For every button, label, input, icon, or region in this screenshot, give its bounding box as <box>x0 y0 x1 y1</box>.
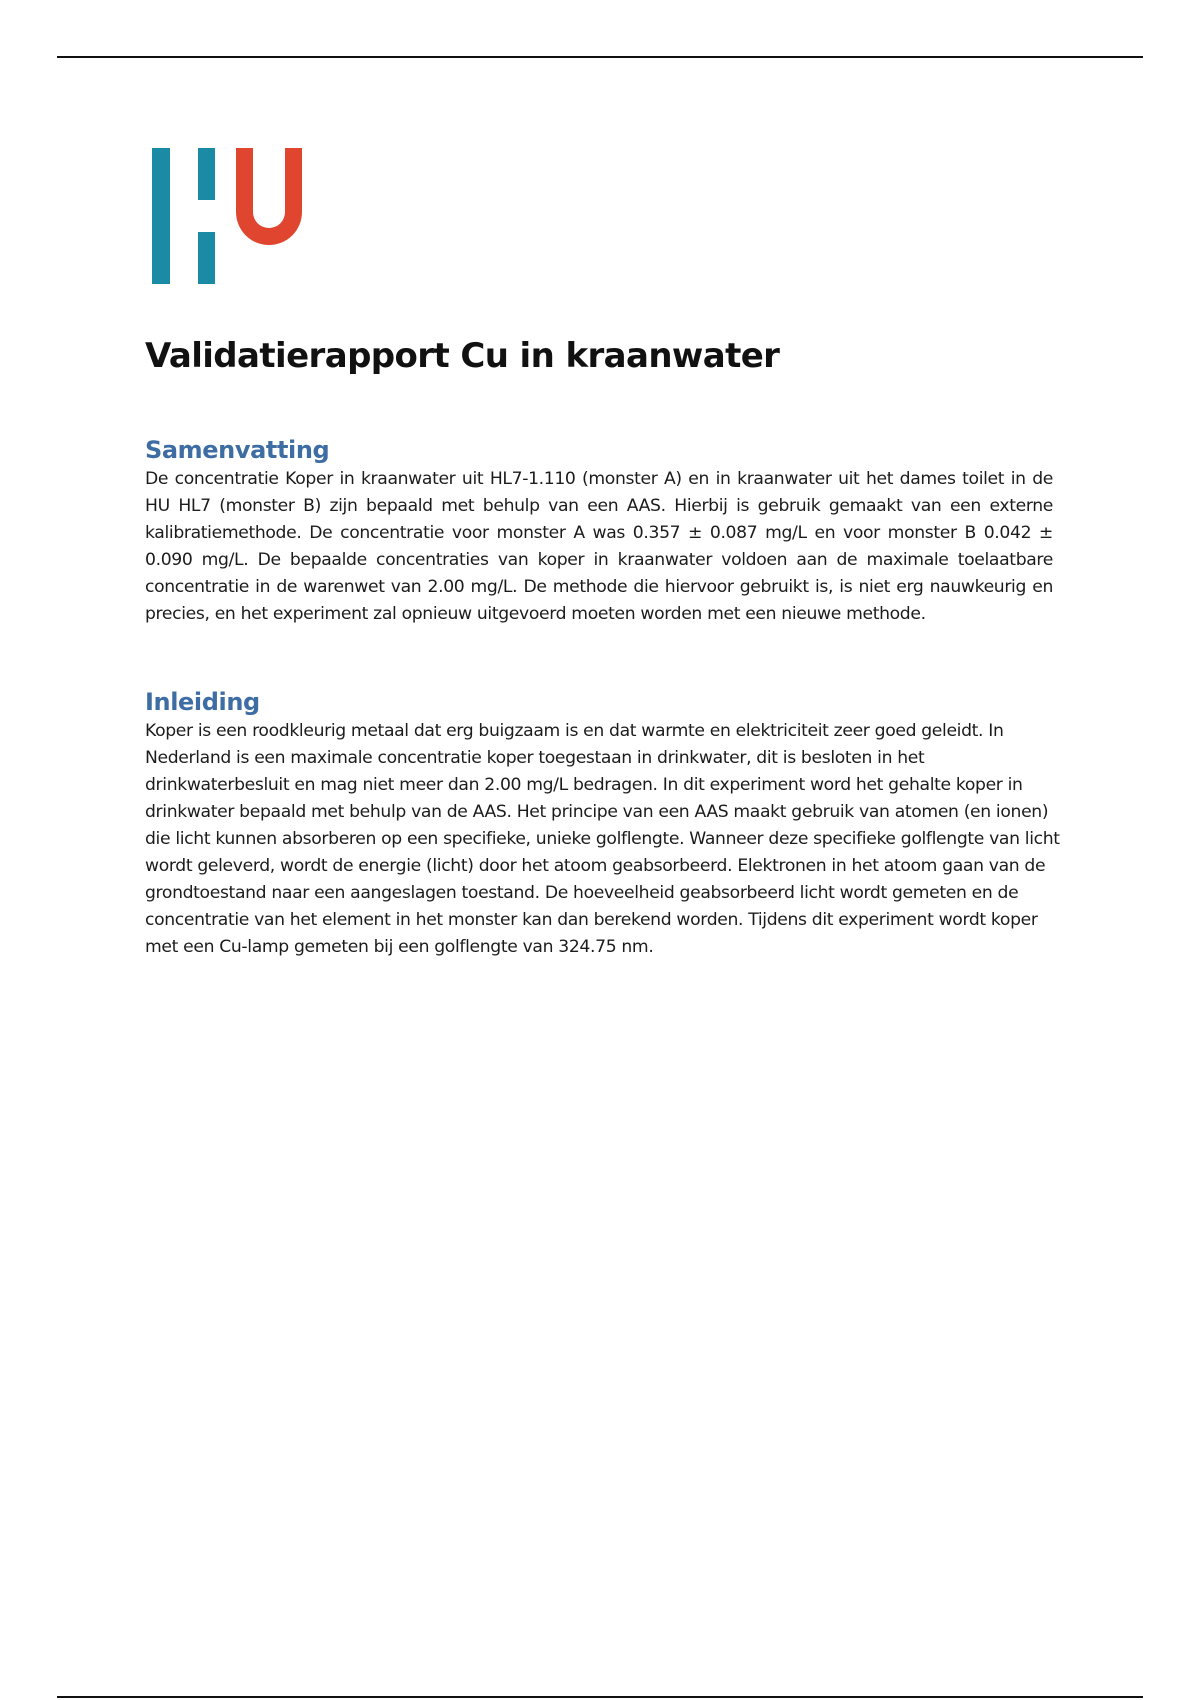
summary-heading: Samenvatting <box>145 436 330 464</box>
intro-heading: Inleiding <box>145 688 260 716</box>
logo-u <box>236 148 302 245</box>
page-top-rule <box>57 56 1143 58</box>
logo-bar-left <box>152 148 170 284</box>
summary-section <box>145 436 1053 628</box>
summary-paragraph: De concentratie Koper in kraanwater uit HL7-1.110 (monster A) en in kraanwater uit het dames toilet in de HU HL7 (monster B) zijn bepaald met behulp van een AAS. Hierbij is gebruik gemaakt van een externe kalibratiemethode. De concentratie voor monster A was 0.357 ± 0.087 mg/L en voor monster B 0.042 ± 0.090 mg/L. De bepaalde concentraties van koper in kraanwater voldoen aan de maximale toelaatbare concentratie in de warenwet van 2.00 mg/L. De methode die hiervoor gebruikt is, is niet erg nauwkeurig en precies, en het experiment zal opnieuw uitgevoerd moeten worden met een nieuwe methode. <box>145 469 1053 624</box>
hu-logo <box>152 148 302 284</box>
intro-paragraph: Koper is een roodkleurig metaal dat erg buigzaam is en dat warmte en elektriciteit zeer goed geleidt. In Nederland is een maximale concentratie koper toegestaan in drinkwater, dit is besloten in het drinkwaterbesluit en mag niet meer dan 2.00 mg/L bedragen. In dit experiment word het gehalte koper in drinkwater bepaald met behulp van de AAS. Het principe van een AAS maakt gebruik van atomen (en ionen) die licht kunnen absorberen op een specifieke, unieke golflengte. Wanneer deze specifieke golflengte van licht wordt geleverd, wordt de energie (licht) door het atoom geabsorbeerd. Elektronen in het atoom gaan van de grondtoestand naar een aangeslagen toestand. De hoeveelheid geabsorbeerd licht wordt gemeten en de concentratie van het element in het monster kan dan berekend worden. Tijdens dit experiment wordt koper met een Cu-lamp gemeten bij een golflengte van 324.75 nm. <box>145 721 1060 957</box>
logo-bar-right-bottom <box>198 232 215 284</box>
page-bottom-rule <box>57 1696 1143 1698</box>
document-title: Validatierapport Cu in kraanwater <box>145 336 780 376</box>
intro-section <box>145 688 1060 961</box>
logo-bar-right-top <box>198 148 215 200</box>
